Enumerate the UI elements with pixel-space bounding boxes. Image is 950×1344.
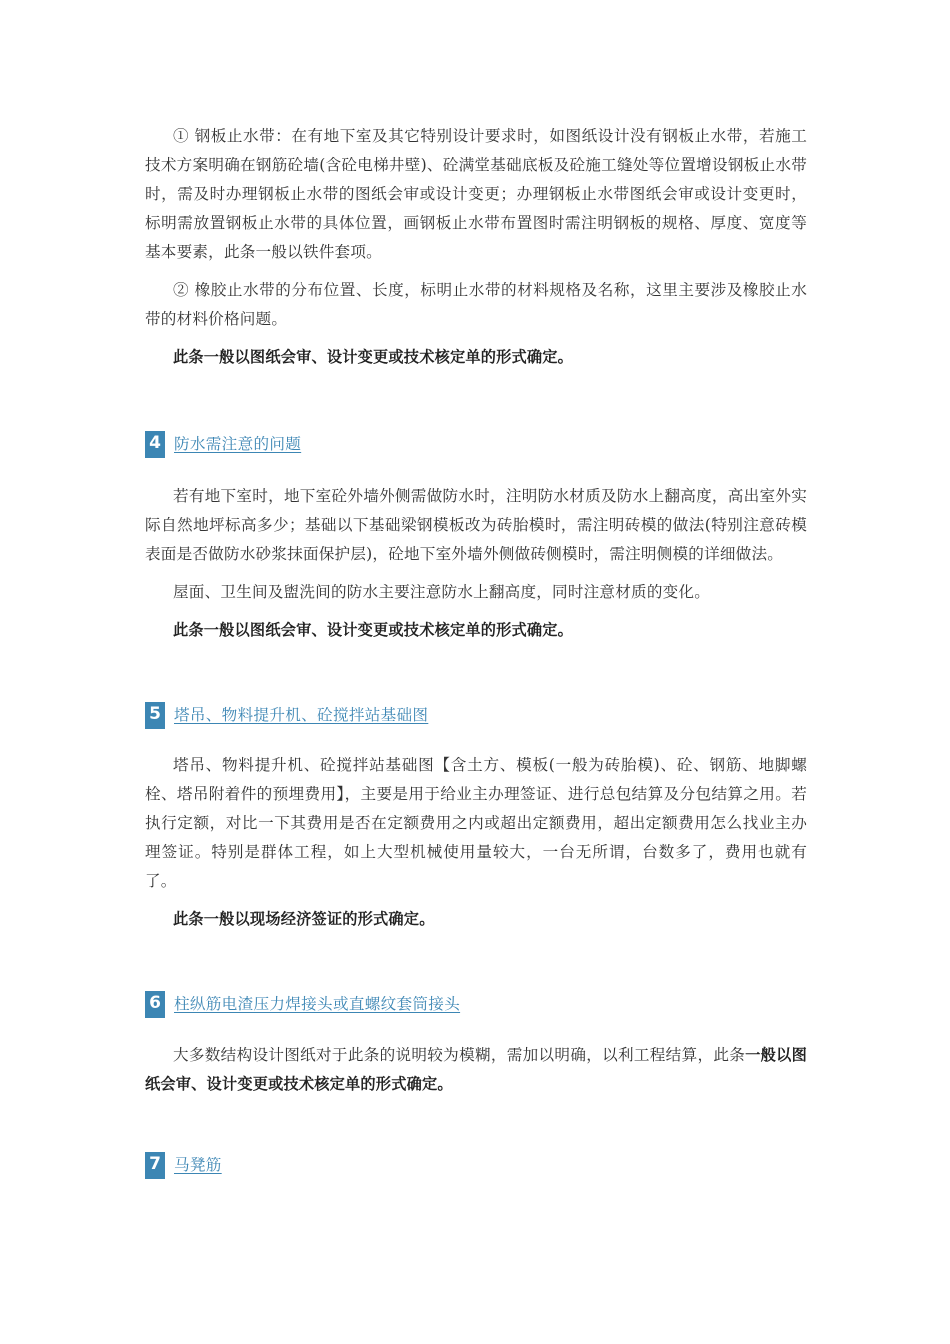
paragraph-roof-waterproofing: 屋面、卫生间及盥洗间的防水主要注意防水上翻高度，同时注意材质的变化。: [173, 583, 710, 601]
document-body: [145, 122, 807, 1177]
conclusion-section5: 此条一般以现场经济签证的形式确定。: [173, 910, 435, 928]
section-heading-6: [145, 990, 807, 1016]
section-title-chair-bars[interactable]: 马凳筋: [174, 1156, 222, 1174]
paragraph-basement-waterproofing: 若有地下室时，地下室砼外墙外侧需做防水时，注明防水材质及防水上翻高度，高出室外实际自然地坪标高多少；基础以下基础梁钢模板改为砖胎模时，需注明砖模的做法(特别注意砖模表面是否做防水砂浆抹面保护层)，砼地下室外墙外侧做砖侧模时，需注明侧模的详细做法。: [145, 487, 807, 563]
section-title-crane-foundation[interactable]: 塔吊、物料提升机、砼搅拌站基础图: [174, 706, 429, 724]
section-heading-7: [145, 1151, 807, 1177]
paragraph-bold-text: 一般以图纸会审、设计变更或技术核定单的形式确定。: [145, 1046, 807, 1093]
section-heading-4: [145, 430, 807, 456]
paragraph-rubber-waterstop: ② 橡胶止水带的分布位置、长度，标明止水带的材料规格及名称，这里主要涉及橡胶止水带的材料价格问题。: [145, 281, 807, 328]
section-title-column-rebar-joints[interactable]: 柱纵筋电渣压力焊接头或直螺纹套筒接头: [174, 995, 461, 1013]
paragraph-crane-foundation: 塔吊、物料提升机、砼搅拌站基础图【含土方、模板(一般为砖胎模)、砼、钢筋、地脚螺栓、塔吊附着件的预埋费用】，主要是用于给业主办理签证、进行总包结算及分包结算之用。若执行定额，对比一下其费用是否在定额费用之内或超出定额费用，超出定额费用怎么找业主办理签证。特别是群体工程，如上大型机械使用量较大，一台无所谓，台数多了，费用也就有了。: [145, 756, 807, 890]
section-number-badge: 7: [145, 1152, 165, 1177]
conclusion-section4: 此条一般以图纸会审、设计变更或技术核定单的形式确定。: [173, 621, 574, 639]
paragraph-text: 大多数结构设计图纸对于此条的说明较为模糊，需加以明确，以利工程结算，此条: [173, 1046, 746, 1064]
paragraph-steel-waterstop: ① 钢板止水带：在有地下室及其它特别设计要求时，如图纸设计没有钢板止水带，若施工技术方案明确在钢筋砼墙(含砼电梯井壁)、砼满堂基础底板及砼施工缝处等位置增设钢板止水带时，需及时办理钢板止水带的图纸会审或设计变更；办理钢板止水带图纸会审或设计变更时，标明需放置钢板止水带的具体位置，画钢板止水带布置图时需注明钢板的规格、厚度、宽度等基本要素，此条一般以铁件套项。: [145, 127, 807, 261]
paragraph-column-rebar-joints: [145, 1041, 807, 1099]
section-heading-5: [145, 701, 807, 727]
section-number-badge: 4: [145, 431, 165, 456]
section-number-badge: 6: [145, 991, 165, 1016]
conclusion-section3: 此条一般以图纸会审、设计变更或技术核定单的形式确定。: [173, 348, 574, 366]
section-number-badge: 5: [145, 702, 165, 727]
section-title-waterproofing[interactable]: 防水需注意的问题: [174, 435, 302, 453]
